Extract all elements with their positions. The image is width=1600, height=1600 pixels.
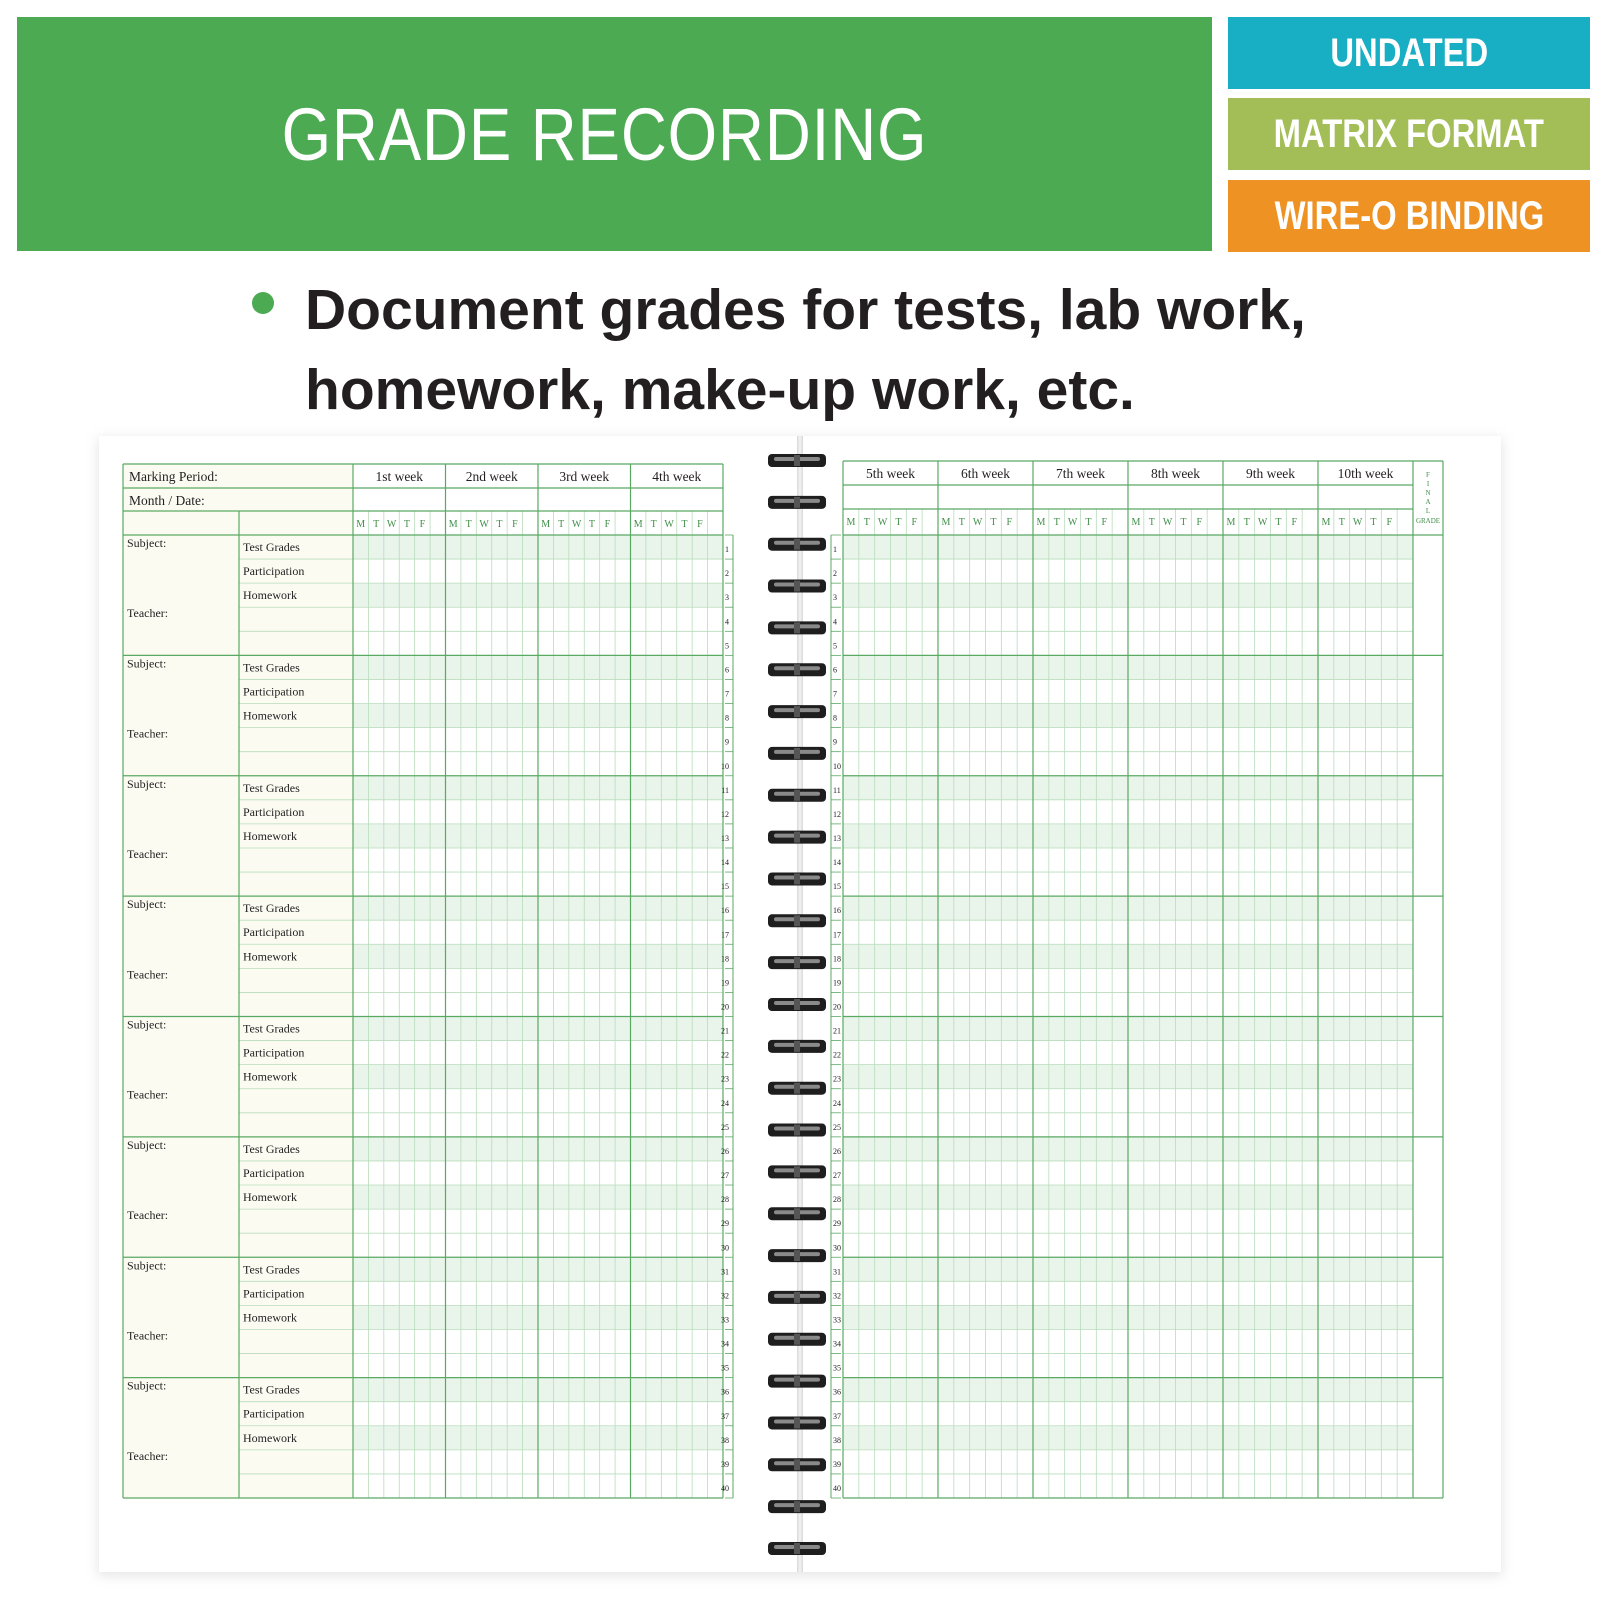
day-header: T	[1085, 517, 1092, 528]
banner	[17, 17, 1212, 251]
row-number: 4	[833, 617, 837, 627]
day-header: T	[1243, 517, 1250, 528]
row-label: Test Grades	[243, 780, 300, 795]
teacher-label: Teacher:	[127, 1208, 169, 1223]
week-header: 5th week	[865, 466, 916, 481]
subject-label: Subject:	[127, 656, 167, 671]
row-number: 18	[721, 954, 729, 964]
row-number: 8	[833, 713, 837, 723]
day-header: W	[664, 519, 674, 530]
week-header: 8th week	[1150, 466, 1201, 481]
final-grade-letter: N	[1425, 489, 1431, 497]
day-header: W	[1162, 517, 1173, 528]
header-cell	[123, 511, 353, 535]
day-header: F	[1196, 517, 1203, 528]
row-number: 21	[833, 1026, 841, 1036]
row-number: 24	[833, 1098, 841, 1108]
day-header: T	[1275, 517, 1282, 528]
binding-ring-joint	[794, 957, 800, 968]
tag-matrix-format: MATRIX FORMAT	[1228, 98, 1590, 170]
row-number: 29	[833, 1219, 841, 1229]
binding-ring-joint	[794, 1292, 800, 1303]
row-label: Homework	[243, 1190, 297, 1205]
day-header: M	[356, 519, 366, 530]
row-number: 27	[833, 1171, 841, 1181]
week-header: 4th week	[652, 469, 702, 484]
day-header: T	[1148, 517, 1155, 528]
row-label: Test Grades	[243, 1382, 300, 1397]
row-number: 21	[721, 1026, 729, 1036]
teacher-label: Teacher:	[127, 1448, 169, 1463]
row-number: 28	[833, 1195, 841, 1205]
row-number: 10	[833, 761, 841, 771]
row-label: Homework	[243, 828, 297, 843]
day-header: T	[403, 519, 411, 530]
row-number: 1	[833, 545, 837, 555]
left-page-grid	[99, 436, 799, 1572]
day-header: W	[1067, 517, 1078, 528]
row-number: 34	[833, 1339, 841, 1349]
day-header: F	[604, 519, 611, 530]
day-header: F	[512, 519, 518, 530]
week-header: 7th week	[1055, 466, 1106, 481]
week-header: 10th week	[1337, 466, 1394, 481]
binding-ring-joint	[794, 1334, 800, 1345]
row-number: 26	[721, 1146, 729, 1156]
row-number: 40	[833, 1484, 841, 1493]
week-header: 3rd week	[559, 469, 610, 484]
binding-ring-joint	[794, 748, 800, 759]
row-label: Participation	[243, 684, 305, 699]
row-number: 34	[721, 1339, 729, 1349]
day-header: T	[1180, 517, 1187, 528]
day-header: F	[1386, 517, 1393, 528]
binding-ring-joint	[794, 832, 800, 843]
binding-ring-joint	[794, 1376, 800, 1387]
row-number: 32	[833, 1291, 841, 1301]
row-number: 24	[721, 1098, 729, 1108]
row-number: 26	[833, 1146, 841, 1156]
row-number: 5	[833, 641, 837, 651]
day-header: T	[958, 517, 965, 528]
day-header: M	[1321, 517, 1331, 528]
row-number: 27	[721, 1171, 729, 1181]
row-number: 39	[721, 1459, 729, 1469]
row-number: 23	[833, 1074, 841, 1084]
row-label: Participation	[243, 925, 305, 940]
day-header: W	[1352, 517, 1363, 528]
teacher-label: Teacher:	[127, 1328, 169, 1343]
binding-ring-joint	[794, 1083, 800, 1094]
row-number: 25	[833, 1122, 841, 1132]
row-number: 1	[725, 545, 729, 555]
row-number: 12	[833, 809, 841, 819]
day-header: T	[863, 517, 870, 528]
binding-ring-joint	[794, 1041, 800, 1052]
day-header: M	[846, 517, 856, 528]
subject-label: Subject:	[127, 536, 167, 550]
tag-wire-o-binding: WIRE-O BINDING	[1228, 180, 1590, 252]
row-number: 37	[833, 1411, 841, 1421]
row-label: Test Grades	[243, 540, 300, 554]
row-number: 36	[721, 1387, 729, 1397]
binding-ring-joint	[794, 455, 800, 466]
week-header: 1st week	[375, 469, 424, 484]
row-label: Homework	[243, 1310, 297, 1325]
day-header: M	[633, 519, 643, 530]
day-header: T	[1338, 517, 1345, 528]
row-number: 33	[833, 1315, 841, 1325]
row-number: 5	[725, 641, 729, 651]
day-header: T	[496, 519, 503, 530]
teacher-label: Teacher:	[127, 846, 169, 861]
binding-ring-joint	[794, 539, 800, 550]
binding-ring-joint	[794, 915, 800, 926]
final-grade-letter: F	[1426, 471, 1430, 479]
row-label: Homework	[243, 949, 297, 964]
row-label: Test Grades	[243, 1262, 300, 1277]
row-number: 8	[725, 713, 729, 723]
row-label: Homework	[243, 588, 297, 603]
final-grade-label: GRADE	[1415, 517, 1441, 525]
day-header: M	[1131, 517, 1141, 528]
row-number: 2	[725, 569, 729, 579]
binding-ring-joint	[794, 1501, 800, 1512]
row-number: 12	[721, 809, 729, 819]
day-header: T	[681, 519, 688, 530]
subject-label: Subject:	[127, 776, 167, 791]
row-number: 30	[833, 1243, 841, 1253]
subject-label: Subject:	[127, 1137, 167, 1152]
row-label: Participation	[243, 564, 305, 579]
final-grade-letter: I	[1426, 480, 1430, 488]
subject-label: Subject:	[127, 897, 167, 912]
binding-ring-joint	[794, 873, 800, 884]
subject-label: Subject:	[127, 1017, 167, 1032]
week-header: 9th week	[1245, 466, 1296, 481]
planner-page-right	[801, 436, 1501, 1572]
row-label: Test Grades	[243, 1141, 300, 1156]
row-number: 9	[833, 737, 837, 747]
binding-ring-joint	[794, 664, 800, 675]
bullet-line-1: Document grades for tests, lab work,	[305, 278, 1306, 342]
row-number: 9	[725, 737, 729, 747]
row-number: 15	[833, 882, 841, 892]
row-number: 32	[721, 1291, 729, 1301]
day-header: F	[697, 519, 703, 530]
row-number: 29	[721, 1219, 729, 1229]
row-number: 3	[833, 593, 837, 603]
day-header: F	[911, 517, 918, 528]
binding-ring-joint	[794, 1166, 800, 1177]
row-label: Participation	[243, 1286, 305, 1301]
right-page-grid	[801, 436, 1501, 1572]
binding-ring-joint	[794, 1125, 800, 1136]
row-number: 16	[721, 906, 729, 916]
teacher-label: Teacher:	[127, 606, 169, 621]
row-number: 11	[833, 785, 841, 795]
day-header: F	[1006, 517, 1013, 528]
teacher-label: Teacher:	[127, 967, 169, 982]
binding-ring-joint	[794, 581, 800, 592]
tag-undated: UNDATED	[1228, 17, 1590, 89]
row-number: 23	[721, 1074, 729, 1084]
row-label: Homework	[243, 1430, 297, 1445]
planner-page-left	[99, 436, 799, 1572]
binding-ring-joint	[794, 999, 800, 1010]
day-header: M	[541, 519, 551, 530]
day-header: M	[1036, 517, 1046, 528]
final-grade-letter: A	[1425, 498, 1431, 506]
week-header: 6th week	[960, 466, 1011, 481]
row-number: 15	[721, 882, 729, 892]
row-number: 11	[721, 785, 729, 795]
row-number: 20	[833, 1002, 841, 1012]
row-label: Participation	[243, 1406, 305, 1421]
row-number: 20	[721, 1002, 729, 1012]
day-header: T	[558, 519, 565, 530]
binding-ring-joint	[794, 1250, 800, 1261]
row-number: 2	[833, 569, 837, 579]
marking-period-label: Marking Period:	[129, 469, 218, 484]
row-number: 19	[721, 978, 729, 988]
row-number: 31	[833, 1267, 841, 1277]
row-number: 36	[833, 1387, 841, 1397]
day-header: T	[1053, 517, 1060, 528]
row-label: Test Grades	[243, 901, 300, 916]
subject-label: Subject:	[127, 1378, 167, 1393]
row-number: 25	[721, 1122, 729, 1132]
row-label: Participation	[243, 1045, 305, 1060]
day-header: W	[571, 519, 582, 530]
teacher-label: Teacher:	[127, 726, 169, 741]
row-number: 31	[721, 1267, 729, 1277]
binding-ring-joint	[794, 706, 800, 717]
day-header: F	[419, 519, 426, 530]
binding-ring-joint	[794, 497, 800, 508]
day-header: T	[373, 519, 380, 530]
bullet-line-2: homework, make-up work, etc.	[305, 358, 1135, 422]
row-number: 18	[833, 954, 841, 964]
row-number: 30	[721, 1243, 729, 1253]
binding-ring-joint	[794, 1417, 800, 1428]
binding-ring-joint	[794, 1543, 800, 1554]
row-number: 19	[833, 978, 841, 988]
row-label: Test Grades	[243, 660, 300, 675]
row-number: 14	[721, 858, 729, 868]
final-grade-letter: L	[1425, 507, 1431, 515]
day-header: M	[1226, 517, 1236, 528]
row-number: 33	[721, 1315, 729, 1325]
day-header: F	[1101, 517, 1108, 528]
day-header: W	[972, 517, 983, 528]
row-number: 10	[721, 761, 729, 771]
day-header: M	[448, 519, 458, 530]
day-header: W	[386, 519, 397, 530]
row-number: 35	[721, 1363, 729, 1373]
row-number: 37	[721, 1411, 729, 1421]
day-header: T	[588, 519, 596, 530]
row-number: 38	[721, 1435, 729, 1445]
row-number: 13	[833, 833, 841, 843]
wire-o-binding	[765, 450, 835, 1560]
row-label: Participation	[243, 804, 305, 819]
row-label: Participation	[243, 1165, 305, 1180]
day-header: T	[990, 517, 997, 528]
day-header: W	[1257, 517, 1268, 528]
row-number: 35	[833, 1363, 841, 1373]
day-header: T	[895, 517, 902, 528]
row-number: 4	[725, 617, 729, 627]
row-label: Test Grades	[243, 1021, 300, 1036]
week-header: 2nd week	[465, 469, 518, 484]
row-number: 22	[721, 1050, 729, 1060]
day-header: W	[877, 517, 888, 528]
row-number: 22	[833, 1050, 841, 1060]
row-number: 39	[833, 1459, 841, 1469]
row-number: 7	[833, 689, 837, 699]
binding-ring-joint	[794, 1459, 800, 1470]
row-number: 17	[721, 930, 729, 940]
row-number: 6	[725, 665, 729, 675]
row-number: 28	[721, 1195, 729, 1205]
row-number: 38	[833, 1435, 841, 1445]
row-number: 16	[833, 906, 841, 916]
teacher-label: Teacher:	[127, 1087, 169, 1102]
binding-ring-joint	[794, 622, 800, 633]
row-number: 7	[725, 689, 729, 699]
month-date-label: Month / Date:	[129, 493, 205, 508]
bullet-dot-icon	[252, 292, 274, 314]
row-number: 6	[833, 665, 837, 675]
binding-ring-joint	[794, 790, 800, 801]
day-header: T	[650, 519, 657, 530]
row-number: 40	[721, 1484, 729, 1493]
bullet-text	[305, 270, 1505, 430]
row-number: 14	[833, 858, 841, 868]
day-header: T	[465, 519, 472, 530]
day-header: F	[1291, 517, 1298, 528]
binding-ring-joint	[794, 1208, 800, 1219]
day-header: M	[941, 517, 951, 528]
row-label: Homework	[243, 708, 297, 723]
banner-title: GRADE RECORDING	[281, 92, 928, 176]
row-number: 3	[725, 593, 729, 603]
row-number: 13	[721, 833, 729, 843]
row-number: 17	[833, 930, 841, 940]
day-header: T	[1370, 517, 1377, 528]
subject-label: Subject:	[127, 1258, 167, 1273]
day-header: W	[479, 519, 489, 530]
row-label: Homework	[243, 1069, 297, 1084]
